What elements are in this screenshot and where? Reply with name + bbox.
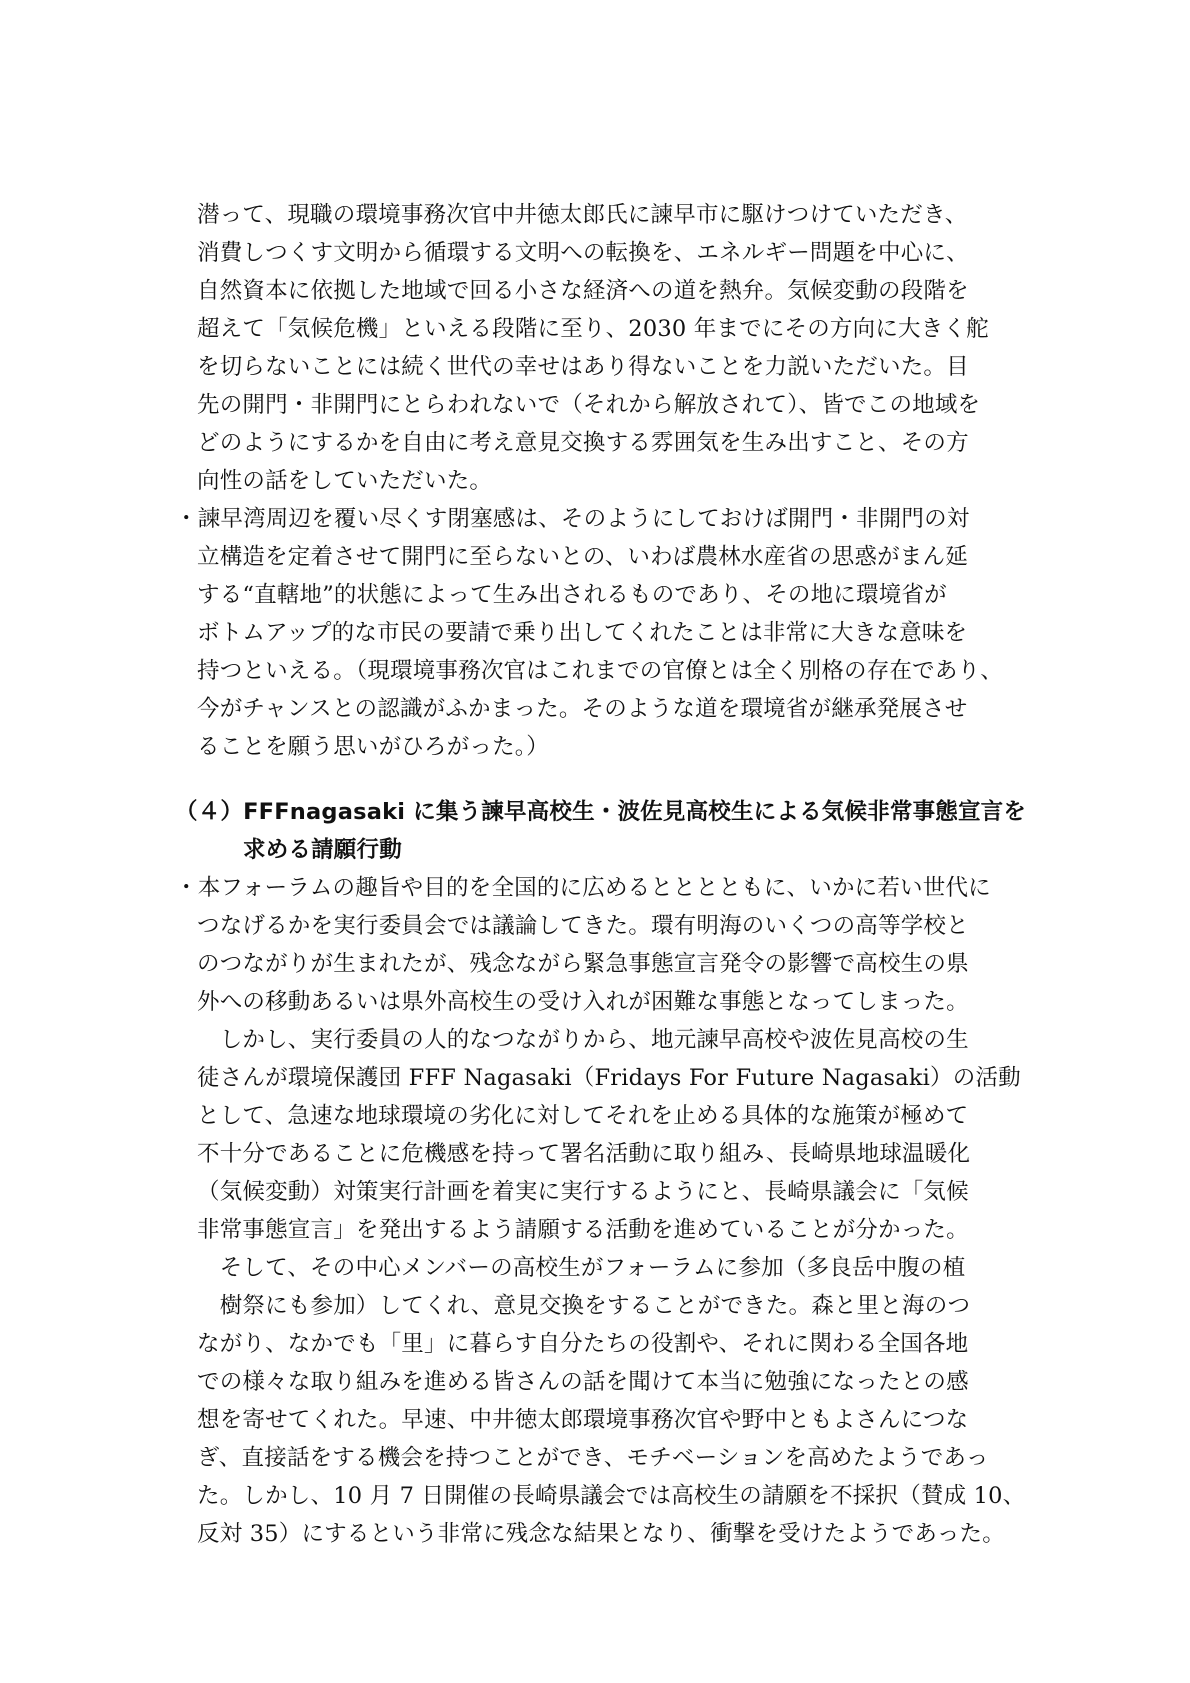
text-line: た。しかし、10 月 7 日開催の長崎県議会では高校生の請願を不採択（賛成 10、: [197, 1483, 1026, 1509]
text-line: 超えて「気候危機」といえる段階に至り、2030 年までにその方向に大きく舵: [197, 316, 989, 342]
text-line: 向性の話をしていただいた。: [197, 468, 493, 494]
text-line: 非常事態宣言」を発出するよう請願する活動を進めていることが分かった。: [197, 1217, 969, 1243]
text-line: 先の開門・非開門にとらわれないで（それから解放されて）、皆でこの地域を: [197, 392, 981, 418]
text-line: （気候変動）対策実行計画を着実に実行するようにと、長崎県議会に「気候: [197, 1179, 969, 1205]
text-line: そして、その中心メンバーの高校生がフォーラムに参加（多良岳中腹の植: [197, 1255, 966, 1281]
text-line: を切らないことには続く世代の幸せはあり得ないことを力説いただいた。目: [197, 354, 969, 380]
section-heading-line: （４）FFFnagasaki に集う諫早高校生・波佐見高校生による気候非常事態宣言を: [175, 799, 1027, 825]
text-line: 立構造を定着させて開門に至らないとの、いわば農林水産省の思惑がまん延: [197, 544, 968, 570]
text-line: ぎ、直接話をする機会を持つことができ、モチベーションを高めたようであっ: [197, 1445, 989, 1471]
text-line: 反対 35）にするという非常に残念な結果となり、衝撃を受けたようであった。: [197, 1521, 1005, 1547]
text-line: 持つといえる。（現環境事務次官はこれまでの官僚とは全く別格の存在であり、: [197, 658, 1003, 684]
text-line: 今がチャンスとの認識がふかまった。そのような道を環境省が継承発展させ: [197, 696, 968, 722]
text-line: 樹祭にも参加）してくれ、意見交換をすることができた。森と里と海のつ: [197, 1293, 971, 1319]
text-line: 潜って、現職の環境事務次官中井徳太郎氏に諫早市に駆けつけていただき、: [197, 202, 968, 228]
text-line: 徒さんが環境保護団 FFF Nagasaki（Fridays For Future Nagasaki）の活動: [197, 1065, 1021, 1091]
text-line: 自然資本に依拠した地域で回る小さな経済への道を熱弁。気候変動の段階を: [197, 278, 969, 304]
text-line: での様々な取り組みを進める皆さんの話を聞けて本当に勉強になったとの感: [197, 1369, 969, 1395]
section-heading-line: 求める請願行動: [243, 837, 402, 863]
text-line: として、急速な地球環境の劣化に対してそれを止める具体的な施策が極めて: [197, 1103, 969, 1129]
text-line: 想を寄せてくれた。早速、中井徳太郎環境事務次官や野中ともよさんにつな: [197, 1407, 969, 1433]
text-line: つなげるかを実行委員会では議論してきた。環有明海のいくつの高等学校と: [197, 913, 969, 939]
text-line: する“直轄地”的状態によって生み出されるものであり、その地に環境省が: [197, 582, 947, 608]
bullet-line: ・本フォーラムの趣旨や目的を全国的に広めるとととともに、いかに若い世代に: [175, 875, 991, 901]
text-line: 消費しつくす文明から循環する文明への転換を、エネルギー問題を中心に、: [197, 240, 969, 266]
text-line: のつながりが生まれたが、残念ながら緊急事態宣言発令の影響で高校生の県: [197, 951, 969, 977]
text-line: ボトムアップ的な市民の要請で乗り出してくれたことは非常に大きな意味を: [197, 620, 968, 646]
text-line: 外への移動あるいは県外高校生の受け入れが困難な事態となってしまった。: [197, 989, 969, 1015]
text-line: 不十分であることに危機感を持って署名活動に取り組み、長崎県地球温暖化: [197, 1141, 971, 1167]
text-line: ることを願う思いがひろがった。）: [197, 734, 549, 760]
text-line: しかし、実行委員の人的なつながりから、地元諫早高校や波佐見高校の生: [197, 1027, 969, 1053]
text-line: ながり、なかでも「里」に暮らす自分たちの役割や、それに関わる全国各地: [197, 1331, 969, 1357]
bullet-line: ・諫早湾周辺を覆い尽くす閉塞感は、そのようにしておけば開門・非開門の対: [175, 506, 970, 532]
text-line: どのようにするかを自由に考え意見交換する雰囲気を生み出すこと、その方: [197, 430, 969, 456]
